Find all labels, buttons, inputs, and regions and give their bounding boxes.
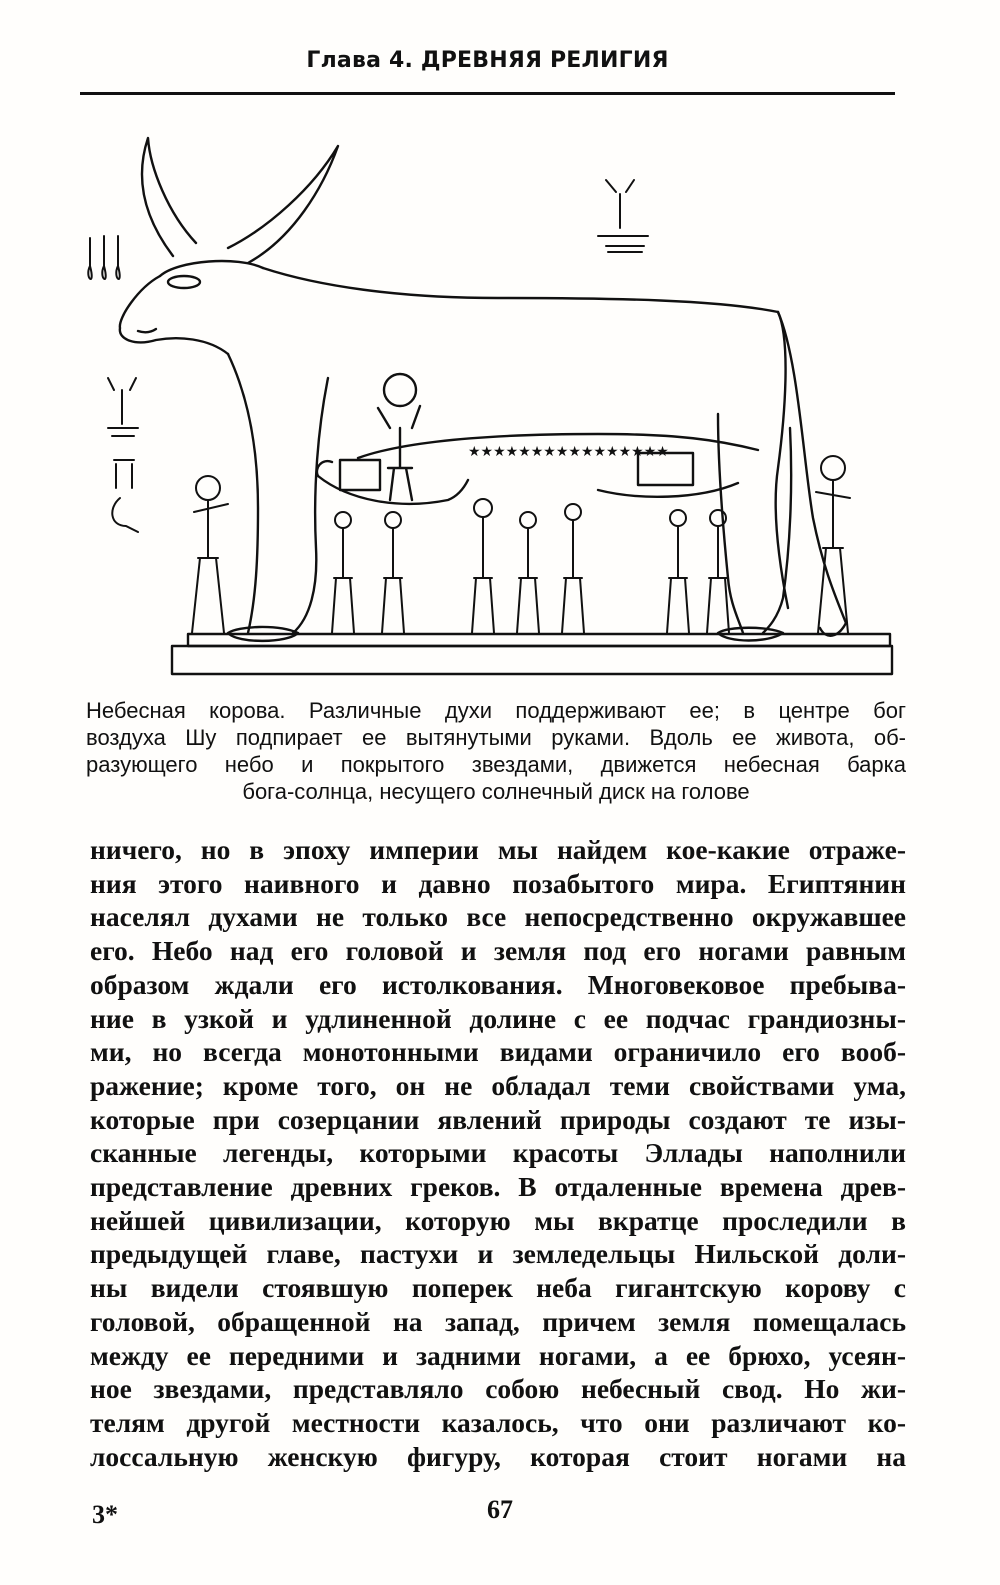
text-line: нейшей цивилизации, которую мы вкратце проследили в: [90, 1204, 906, 1236]
text-line: лоссальную женскую фигуру, которая стоит ногами на: [90, 1440, 906, 1472]
text-line: между ее передними и задними ногами, а ее брюхо, усеян-: [90, 1339, 906, 1371]
caption-line: Небесная корова. Различные духи поддерживают ее; в центре бог: [86, 698, 906, 723]
text-line: сканные легенды, которыми красоты Эллады наполнили: [90, 1137, 906, 1169]
text-line: головой, обращенной на запад, причем земля помещалась: [90, 1305, 906, 1337]
text-line: ми, но всегда монотонными видами ограничило его вооб-: [90, 1036, 906, 1068]
text-line: ние в узкой и удлиненной долине с ее подчас грандиозны-: [90, 1002, 906, 1034]
text-line: образом ждали его истолкования. Многовековое пребыва-: [90, 968, 906, 1000]
text-line: ничего, но в эпоху империи мы найдем кое-какие отраже-: [90, 834, 906, 865]
text-line: ное звездами, представляло собою небесный свод. Но жи-: [90, 1373, 906, 1405]
signature-mark: 3*: [92, 1500, 118, 1529]
text-line: которые при созерцании явлений природы создают те изы-: [90, 1103, 906, 1135]
text-line: ны видели стоявшую поперек неба гигантскую корову с: [90, 1272, 906, 1304]
figure-caption: [86, 697, 906, 805]
text-line: предыдущей главе, пастухи и земледельцы Нильской доли-: [90, 1238, 906, 1270]
text-line: ния этого наивного и давно позабытого мира. Египтянин: [90, 867, 906, 899]
page-number: 67: [487, 1495, 513, 1524]
caption-line: воздуха Шу подпирает ее вытянутыми руками. Вдоль ее живота, об-: [86, 725, 906, 750]
text-line: ражение; кроме того, он не обладал теми свойствами ума,: [90, 1069, 906, 1101]
celestial-cow-illustration: [78, 128, 898, 680]
text-line: населял духами не только все непосредственно окружавшее: [90, 901, 906, 933]
header-rule: [80, 92, 895, 95]
text-line: телям другой местности казалось, что они различают ко-: [90, 1406, 906, 1438]
svg-text:★★★★★★★★★★★★★★★★: ★★★★★★★★★★★★★★★★: [468, 444, 669, 460]
figure: [78, 128, 898, 680]
text-line: представление древних греков. В отдаленные времена древ-: [90, 1171, 906, 1203]
caption-line: бога-солнца, несущего солнечный диск на голове: [242, 779, 750, 804]
caption-line: разующего небо и покрытого звездами, движется небесная барка: [86, 752, 906, 777]
body-text: [90, 833, 906, 1473]
text-line: его. Небо над его головой и земля под его ногами равным: [90, 935, 906, 967]
running-head: Глава 4. ДРЕВНЯЯ РЕЛИГИЯ: [306, 48, 669, 73]
